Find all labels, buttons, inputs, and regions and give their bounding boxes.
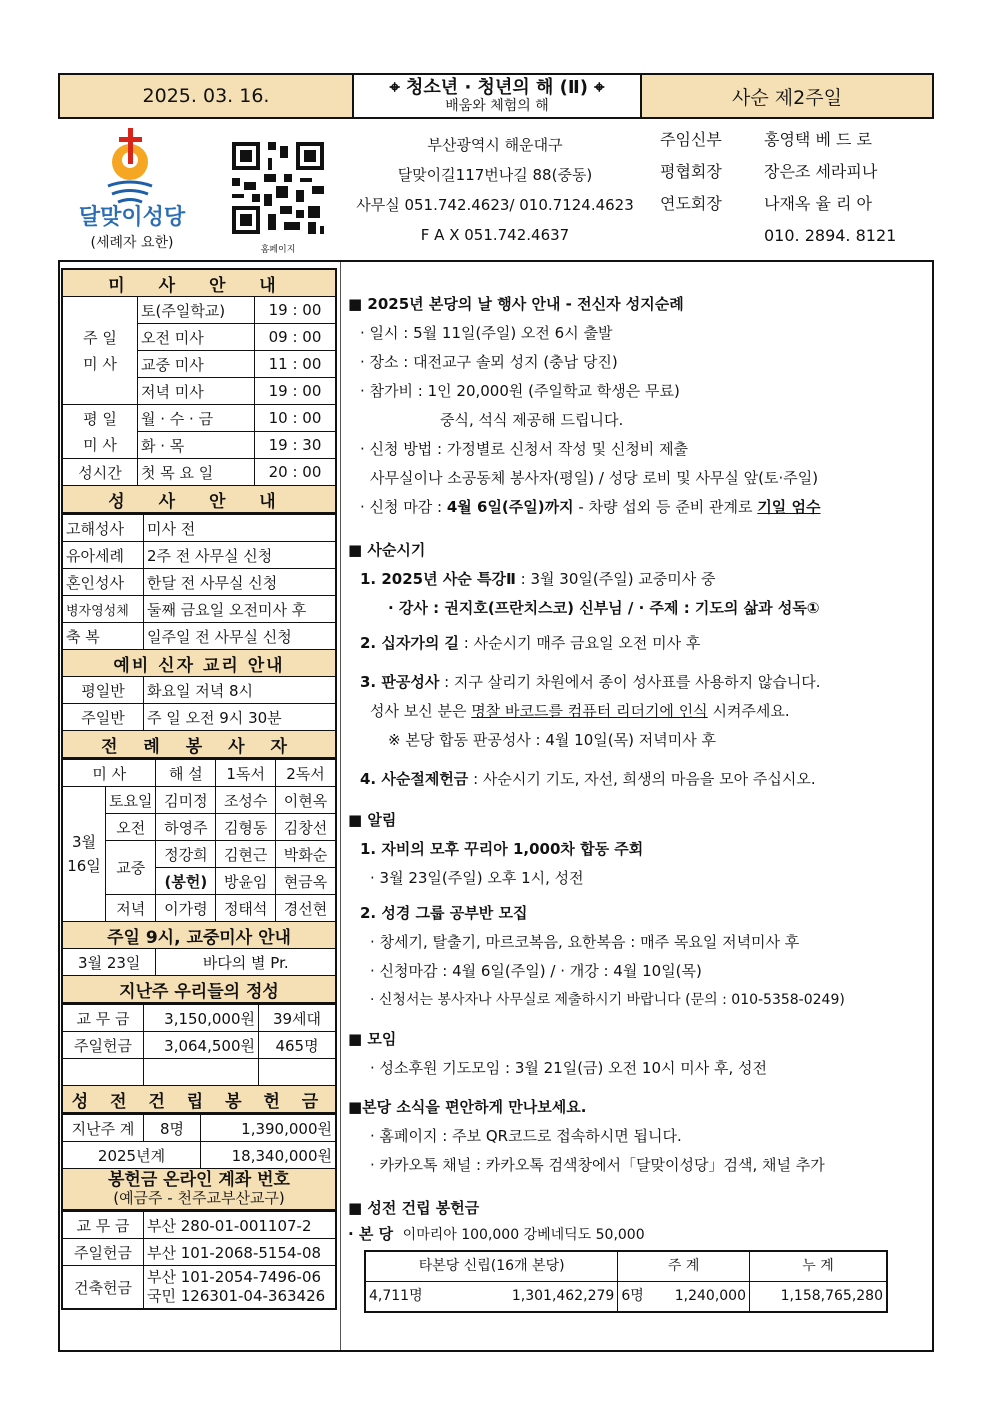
notice-line: 중식, 석식 제공해 드립니다. [440, 411, 624, 429]
account-number[interactable]: 부산 280-01-001107-2 [144, 1212, 337, 1239]
mass-name: 토(주일학교) [138, 297, 255, 324]
sacraments-table [61, 514, 337, 759]
sacrament-info: 둘째 금요일 오전미사 후 [144, 596, 337, 623]
account-type: 교 무 금 [62, 1212, 144, 1239]
minister-name: 박화순 [276, 841, 336, 868]
section-title: ■ 알림 [348, 811, 397, 829]
minister-name: 이가령 [156, 895, 216, 922]
text: 이마리아 100,000 강베네딕도 50,000 [402, 1227, 645, 1243]
adoration-name: 첫 목 요 일 [138, 459, 255, 486]
left-column [61, 268, 337, 1310]
qr-code-icon[interactable] [228, 138, 328, 238]
minister-header: 해 설 [156, 760, 216, 787]
sacrament-name: 유아세례 [62, 542, 144, 569]
address-line-2: 달맞이길117번나길 88(중동) [397, 166, 593, 184]
account-line: 국민 126301-04-363426 [147, 1287, 326, 1305]
qr-block[interactable] [228, 138, 328, 256]
mass-name: 저녁 미사 [138, 378, 255, 405]
catechumen-time: 화요일 저녁 8시 [144, 677, 337, 704]
section-title: ■본당 소식을 편안하게 만나보세요. [348, 1098, 587, 1116]
building-week-count: 8명 [144, 1115, 201, 1142]
accounts-table [61, 1211, 337, 1310]
notice-line: · 신청마감 : 4월 6일(주일) / · 개강 : 4월 10일(목) [370, 962, 702, 980]
offering-count: 39세대 [259, 1005, 337, 1032]
offering-type: 주일헌금 [62, 1032, 144, 1059]
text: 명찰 바코드를 컴퓨터 리더기에 인식 [471, 702, 708, 720]
sacrament-info: 2주 전 사무실 신청 [144, 542, 337, 569]
mass-name: 교중 미사 [138, 351, 255, 378]
building-title: 성 전 건 립 봉 헌 금 [62, 1086, 336, 1114]
minister-mass: 교중 [106, 841, 156, 895]
year-theme [354, 75, 642, 117]
account-type: 건축헌금 [62, 1266, 144, 1310]
sacrament-name: 병자영성체 [62, 596, 144, 623]
minister-name: 김미정 [156, 787, 216, 814]
offering-amount: 3,064,500원 [144, 1032, 259, 1059]
minister-header: 1독서 [216, 760, 276, 787]
minister-mass: 오전 [106, 814, 156, 841]
notice-line [348, 765, 928, 794]
notice-line: 1. 자비의 모후 꾸리아 1,000차 합동 주회 [360, 840, 644, 858]
mass-table [61, 268, 337, 514]
minister-name: 김형동 [216, 814, 276, 841]
text: : 지구 살리기 차원에서 종이 성사표를 사용하지 않습니다. [439, 673, 821, 691]
minister-header: 2독서 [276, 760, 336, 787]
catechumen-class: 평일반 [62, 677, 144, 704]
notice-line: · 3월 23일(주일) 오후 1시, 성전 [370, 869, 584, 887]
office-phone: 사무실 051.742.4623/ 010.7124.4623 [356, 196, 634, 214]
offering-blank [62, 1059, 144, 1086]
staff-row: 주임신부 홍영택 베 드 로 [660, 130, 872, 149]
notice-line [348, 697, 928, 726]
bottom-rule [58, 1350, 934, 1352]
building-year-amount: 18,340,000원 [201, 1142, 337, 1169]
summary-cell: 4,711명 [365, 1282, 442, 1313]
sunday-label: 주 일 미 사 [62, 297, 138, 405]
minister-name: (봉헌) [156, 868, 216, 895]
notice-line: 사무실이나 소공동체 봉사자(평일) / 성당 로비 및 사무실 앞(토·주일) [370, 469, 819, 487]
offering-amount: 3,150,000원 [144, 1005, 259, 1032]
summary-cell: 6명 [618, 1282, 665, 1313]
sacrament-info: 한달 전 사무실 신청 [144, 569, 337, 596]
sacrament-info: 미사 전 [144, 515, 337, 542]
parish-address [350, 130, 640, 250]
text: 성사 보신 분은 [370, 702, 472, 720]
summary-cell: 1,158,765,280 [750, 1282, 888, 1313]
minister-mass: 토요일 [106, 787, 156, 814]
mass-name: 화 · 목 [138, 432, 255, 459]
notice-line [348, 565, 928, 594]
issue-date: 2025. 03. 16. [60, 75, 354, 117]
theme-title: ⌖ 청소년 · 청년의 해 (Ⅱ) ⌖ [389, 76, 605, 98]
notice-line: ※ 본당 합동 판공성사 : 4월 10일(목) 저녁미사 후 [388, 731, 716, 749]
donor-line [348, 1223, 928, 1246]
sunday9-group: 바다의 별 Pr. [156, 949, 336, 976]
notice-line [348, 629, 928, 658]
summary-cell: 1,240,000 [664, 1282, 749, 1313]
notice-line: · 창세기, 탈출기, 마르코복음, 요한복음 : 매주 목요일 저녁미사 후 [370, 933, 800, 951]
building-year-label: 2025년계 [62, 1142, 201, 1169]
adoration-label: 성시간 [62, 459, 138, 486]
notice-line: · 성소후원 기도모임 : 3월 21일(금) 오전 10시 미사 후, 성전 [370, 1059, 768, 1077]
minister-name: 경선현 [276, 895, 336, 922]
offering-table [61, 1004, 337, 1114]
mass-time: 19 : 00 [255, 297, 337, 324]
mass-time: 09 : 00 [255, 324, 337, 351]
minister-name: 김창선 [276, 814, 336, 841]
staff-phone: 010. 2894. 8121 [764, 226, 897, 245]
building-week-label: 지난주 계 [62, 1115, 144, 1142]
weekday-label: 평 일 미 사 [62, 405, 138, 459]
minister-name: 하영주 [156, 814, 216, 841]
summary-header: 타본당 신립(16개 본당) [365, 1251, 618, 1282]
staff-list [660, 124, 920, 252]
account-type: 주일헌금 [62, 1239, 144, 1266]
offering-blank [144, 1059, 259, 1086]
building-table [61, 1114, 337, 1211]
text: 2. 십자가의 길 [360, 634, 460, 652]
mass-name: 월 · 수 · 금 [138, 405, 255, 432]
summary-cell: 1,301,462,279 [442, 1282, 618, 1313]
accounts-heading: 봉헌금 온라인 계좌 번호 [108, 1170, 290, 1190]
sacrament-info: 일주일 전 사무실 신청 [144, 623, 337, 650]
account-number[interactable]: 부산 101-2068-5154-08 [144, 1239, 337, 1266]
section-title: ■ 모임 [348, 1030, 397, 1048]
notice-line: · 강사 : 권지호(프란치스코) 신부님 / · 주제 : 기도의 삶과 성독① [388, 599, 820, 617]
notice-line: · 카카오톡 채널 : 카카오톡 검색창에서「달맞이성당」검색, 채널 추가 [370, 1156, 825, 1174]
ministers-table [61, 759, 337, 1004]
building-week-amount: 1,390,000원 [201, 1115, 337, 1142]
text: 1. 2025년 사순 특강Ⅱ [360, 570, 516, 588]
minister-name: 정강희 [156, 841, 216, 868]
parish-logo [72, 128, 192, 252]
catechumen-class: 주일반 [62, 704, 144, 731]
sacrament-name: 축 복 [62, 623, 144, 650]
catechumen-time: 주 일 오전 9시 30분 [144, 704, 337, 731]
deadline-line [348, 493, 928, 522]
column-divider [340, 262, 341, 1350]
minister-name: 조성수 [216, 787, 276, 814]
offering-type: 교 무 금 [62, 1005, 144, 1032]
offering-blank [259, 1059, 337, 1086]
summary-header: 누 계 [750, 1251, 888, 1282]
mass-time: 19 : 30 [255, 432, 337, 459]
text: · 신청 마감 : [360, 498, 447, 516]
minister-name: 정태석 [216, 895, 276, 922]
mass-time: 11 : 00 [255, 351, 337, 378]
sunday9-date: 3월 23일 [62, 949, 156, 976]
sunday9-title: 주일 9시, 교중미사 안내 [62, 922, 336, 949]
mass-time: 10 : 00 [255, 405, 337, 432]
minister-name: 현금옥 [276, 868, 336, 895]
text: : 사순시기 기도, 자선, 희생의 마음을 모아 주십시오. [468, 770, 816, 788]
minister-name: 방윤임 [216, 868, 276, 895]
staff-row: 평협회장 장은조 세라피나 [660, 162, 878, 181]
notice-line: · 일시 : 5월 11일(주일) 오전 6시 출발 [360, 324, 613, 342]
text: - 차량 섭외 등 준비 관계로 [573, 498, 758, 516]
minister-mass: 저녁 [106, 895, 156, 922]
offering-title: 지난주 우리들의 정성 [62, 976, 336, 1004]
qr-caption: 홈페이지 [260, 245, 296, 255]
text: 시켜주세요. [707, 702, 790, 720]
text: 4. 사순절제헌금 [360, 770, 469, 788]
accounts-title [62, 1169, 336, 1211]
address-line-1: 부산광역시 해운대구 [427, 136, 563, 154]
sacraments-title: 성 사 안 내 [62, 486, 336, 514]
catechumen-title: 예비 신자 교리 안내 [62, 650, 336, 677]
adoration-time: 20 : 00 [255, 459, 337, 486]
header-bar [58, 73, 934, 119]
section-title: ■ 성전 건립 봉헌금 [348, 1199, 480, 1217]
text: 4월 6일(주일)까지 [446, 498, 574, 516]
text: 3. 판공성사 [360, 673, 440, 691]
mass-name: 오전 미사 [138, 324, 255, 351]
notices [348, 284, 928, 1313]
fax-number: F A X 051.742.4637 [420, 226, 570, 244]
minister-name: 이현옥 [276, 787, 336, 814]
section-title: ■ 사순시기 [348, 541, 426, 559]
logo-name: 달맞이성당 [78, 205, 186, 230]
text: : 3월 30일(주일) 교중미사 중 [515, 570, 716, 588]
summary-header: 주 계 [618, 1251, 750, 1282]
theme-subtitle: 배움와 체험의 해 [445, 98, 549, 115]
minister-date: 3월 16일 [62, 787, 106, 922]
mass-title: 미 사 안 내 [62, 269, 336, 297]
sacrament-name: 혼인성사 [62, 569, 144, 596]
accounts-holder: (예금주 - 천주교부산교구) [113, 1189, 285, 1207]
minister-name: 김현근 [216, 841, 276, 868]
notice-line: · 참가비 : 1인 20,000원 (주일학교 학생은 무료) [360, 382, 680, 400]
minister-header: 미 사 [62, 760, 156, 787]
text: 기일 엄수 [757, 498, 821, 516]
text: : 사순시기 매주 금요일 오전 미사 후 [459, 634, 701, 652]
notice-line: · 장소 : 대전교구 솔뫼 성지 (충남 당진) [360, 353, 618, 371]
account-line: 부산 101-2054-7496-06 [147, 1268, 322, 1286]
text: · 본 당 [348, 1225, 394, 1243]
sacrament-name: 고해성사 [62, 515, 144, 542]
notice-line: · 신청 방법 : 가정별로 신청서 작성 및 신청비 제출 [360, 440, 689, 458]
staff-row: 연도회장 나재옥 율 리 아 [660, 194, 872, 213]
notice-line [348, 668, 928, 697]
section-title: ■ 2025년 본당의 날 행사 안내 - 전신자 성지순례 [348, 295, 684, 313]
liturgical-week: 사순 제2주일 [732, 86, 842, 109]
patron: (세례자 요한) [90, 235, 174, 251]
mass-time: 19 : 00 [255, 378, 337, 405]
notice-line: · 신청서는 봉사자나 사무실로 제출하시기 바랍니다 (문의 : 010-5358-0249) [370, 992, 845, 1008]
offering-count: 465명 [259, 1032, 337, 1059]
ministers-title: 전 례 봉 사 자 [62, 731, 336, 759]
notice-line: · 홈페이지 : 주보 QR코드로 접속하시면 됩니다. [370, 1127, 682, 1145]
building-summary-table [364, 1250, 888, 1313]
account-number-build[interactable] [144, 1266, 337, 1310]
notice-line: 2. 성경 그룹 공부반 모집 [360, 904, 528, 922]
